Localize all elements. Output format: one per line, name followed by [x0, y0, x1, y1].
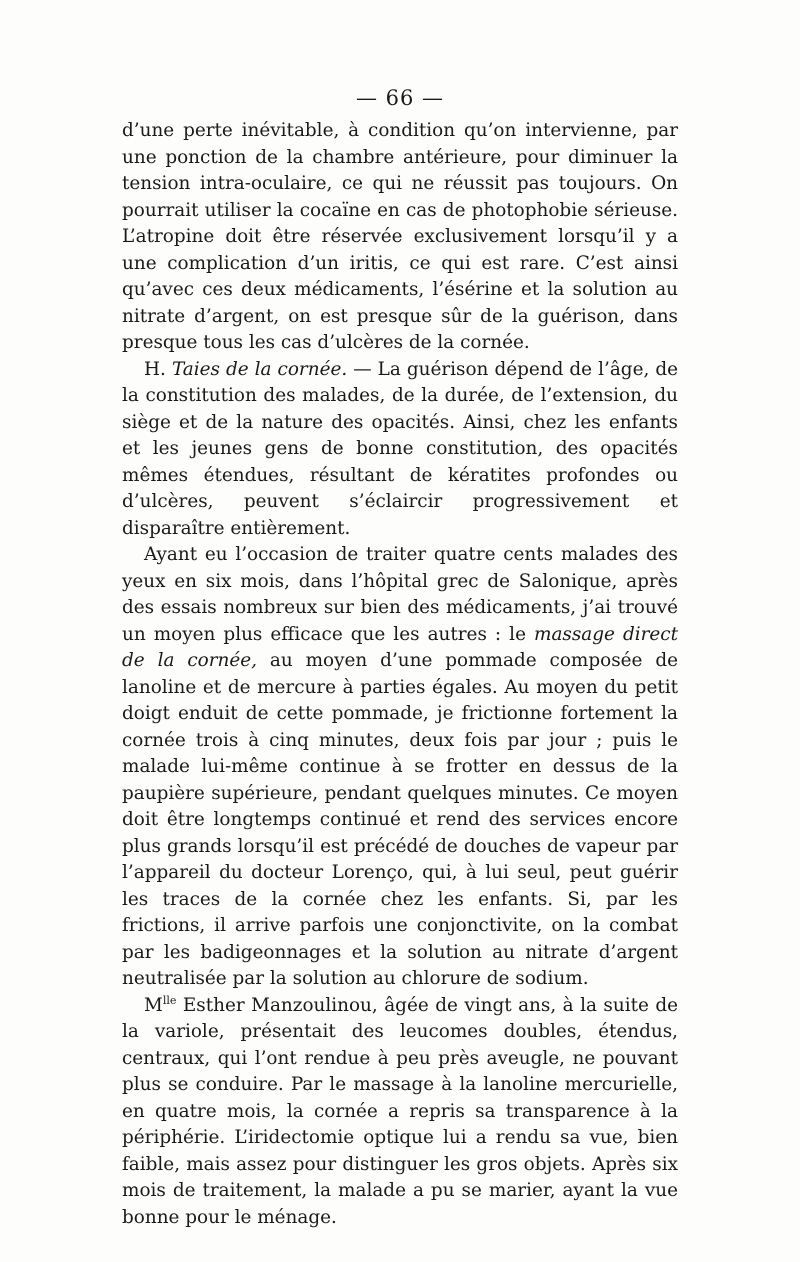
paragraph-3-text-after: au moyen d’une pommade composée de lanoline et de mercure à parties égales. Au moyen du petit doigt enduit de cette pommade, je frictionne fortement la cornée trois à cinq minutes, deux fois par jour ; puis le malade lui-même continue à se frotter en dessus de la paupière supérieure, pendant quelques minutes. Ce moyen doit être longtemps continué et rend des services encore plus grands lorsqu’il est précédé de douches de vapeur par l’appareil du docteur Lorenço, qui, à lui seul, peut guérir les traces de la cornée chez les enfants. Si, par les frictions, il arrive parfois une conjonctivite, on la combat par les badigeonnages et la solution au nitrate d’argent neutralisée par la solution au chlorure de sodium. — [122, 650, 678, 989]
emphasis-massage: massage direct de la cornée, — [122, 623, 678, 671]
paragraph-2 — [122, 357, 678, 543]
page-number: — 66 — — [355, 86, 445, 110]
section-letter: H. — [144, 358, 166, 380]
paragraph-1: d’une perte inévitable, à condition qu’on intervienne, par une ponction de la chambre antérieure, pour diminuer la tension intra-oculaire, ce qui ne réussit pas toujours. On pourrait utiliser la cocaïne en cas de photophobie sérieuse. L’atropine doit être réservée exclusivement lorsqu’il y a une complication d’un iritis, ce qui est rare. C’est ainsi qu’avec ces deux médicaments, l’ésérine et la solution au nitrate d’argent, on est presque sûr de la guérison, dans presque tous les cas d’ulcères de la cornée. — [122, 120, 678, 353]
title-base: M — [144, 994, 163, 1016]
title-mademoiselle — [144, 995, 176, 1016]
paragraph-2-text: — La guérison dépend de l’âge, de la constitution des malades, de la durée, de l’extension, du siège et de la nature des opacités. Ainsi, chez les enfants et les jeunes gens de bonne constitution, des opacités mêmes étendues, résultant de kératites profondes ou d’ulcères, peuvent s’éclaircir progressivement et disparaître entièrement. — [122, 358, 678, 539]
body-text — [122, 118, 678, 1231]
paragraph-4-text: Esther Manzoulinou, âgée de vingt ans, à la suite de la variole, présentait des leucomes doubles, étendus, centraux, qui l’ont rendue à peu près aveugle, ne pouvant plus se conduire. Par le massage à la lanoline mercurielle, en quatre mois, la cornée a repris sa transparence à la périphérie. L’iridectomie optique lui a rendu sa vue, bien faible, mais assez pour distinguer les gros objets. Après six mois de traitement, la malade a pu se marier, ayant la vue bonne pour le ménage. — [122, 994, 678, 1228]
section-heading: Taies de la cornée. — [171, 358, 348, 380]
paragraph-3-text-before: Ayant eu l’occasion de traiter quatre cents malades des yeux en six mois, dans l’hôpital grec de Salonique, après des essais nombreux sur bien des médicaments, j’ai trouvé un moyen plus efficace que les autres : le — [122, 544, 678, 645]
title-superscript: lle — [162, 993, 177, 1007]
paragraph-3 — [122, 542, 678, 993]
paragraph-4 — [122, 993, 678, 1232]
